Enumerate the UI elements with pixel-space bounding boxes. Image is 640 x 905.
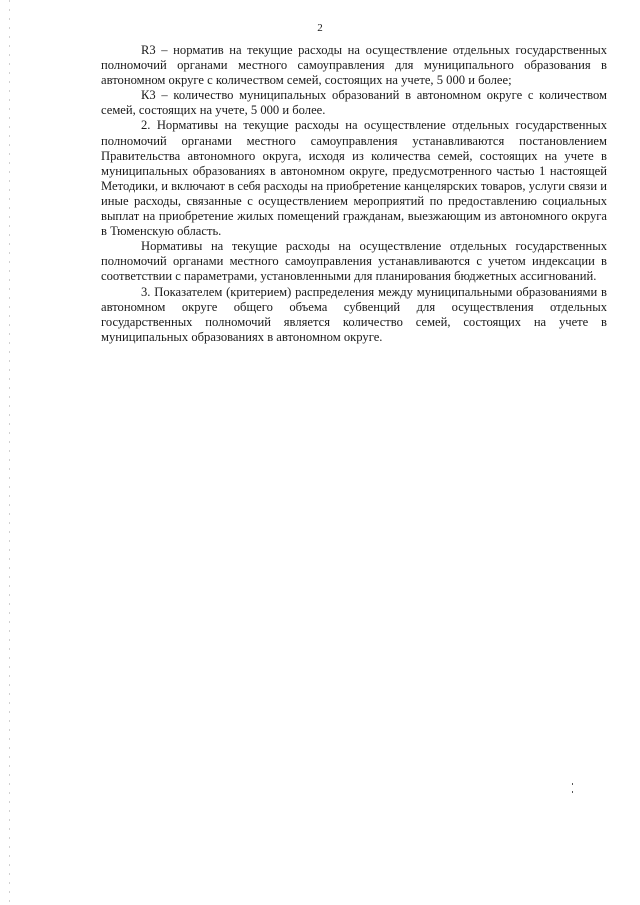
scan-speck bbox=[572, 791, 573, 793]
paragraph-r3-definition: R3 – норматив на текущие расходы на осуществление отдельных государственных полномочий органами местного самоуправления для муниципального образования в автономном округе с количеством семей, состоящих на учете, 5 000 и более; bbox=[101, 43, 607, 88]
paragraph-section-3: 3. Показателем (критерием) распределения между муниципальными образованиями в автономном округе общего объема субвенций для осуществления отдельных государственных полномочий является количество семей, состоящих на учете в муниципальных образованиях в автономном округе. bbox=[101, 284, 607, 344]
paragraph-section-2: 2. Нормативы на текущие расходы на осуществление отдельных государственных полномочий органами местного самоуправления устанавливаются постановлением Правительства автономного округа, исходя из количества семей, состоящих на учете в муниципальных образованиях в автономном округе, предусмотренного частью 1 настоящей Методики, и включают в себя расходы на приобретение канцелярских товаров, услуги связи и иные расходы, связанные с осуществлением мероприятий по предоставлению социальных выплат на приобретение жилых помещений гражданам, выезжающим из автономного округа в Тюменскую область. bbox=[101, 118, 607, 239]
scan-speck bbox=[572, 783, 573, 785]
paragraph-indexation: Нормативы на текущие расходы на осуществление отдельных государственных полномочий органами местного самоуправления устанавливаются с учетом индексации в соответствии с параметрами, установленными для планирования бюджетных ассигнований. bbox=[101, 239, 607, 284]
paragraph-k3-definition: К3 – количество муниципальных образований в автономном округе с количеством семей, состоящих на учете, 5 000 и более. bbox=[101, 88, 607, 118]
page-number: 2 bbox=[317, 22, 323, 34]
scan-edge-artifact bbox=[9, 0, 10, 905]
document-body bbox=[101, 43, 607, 345]
